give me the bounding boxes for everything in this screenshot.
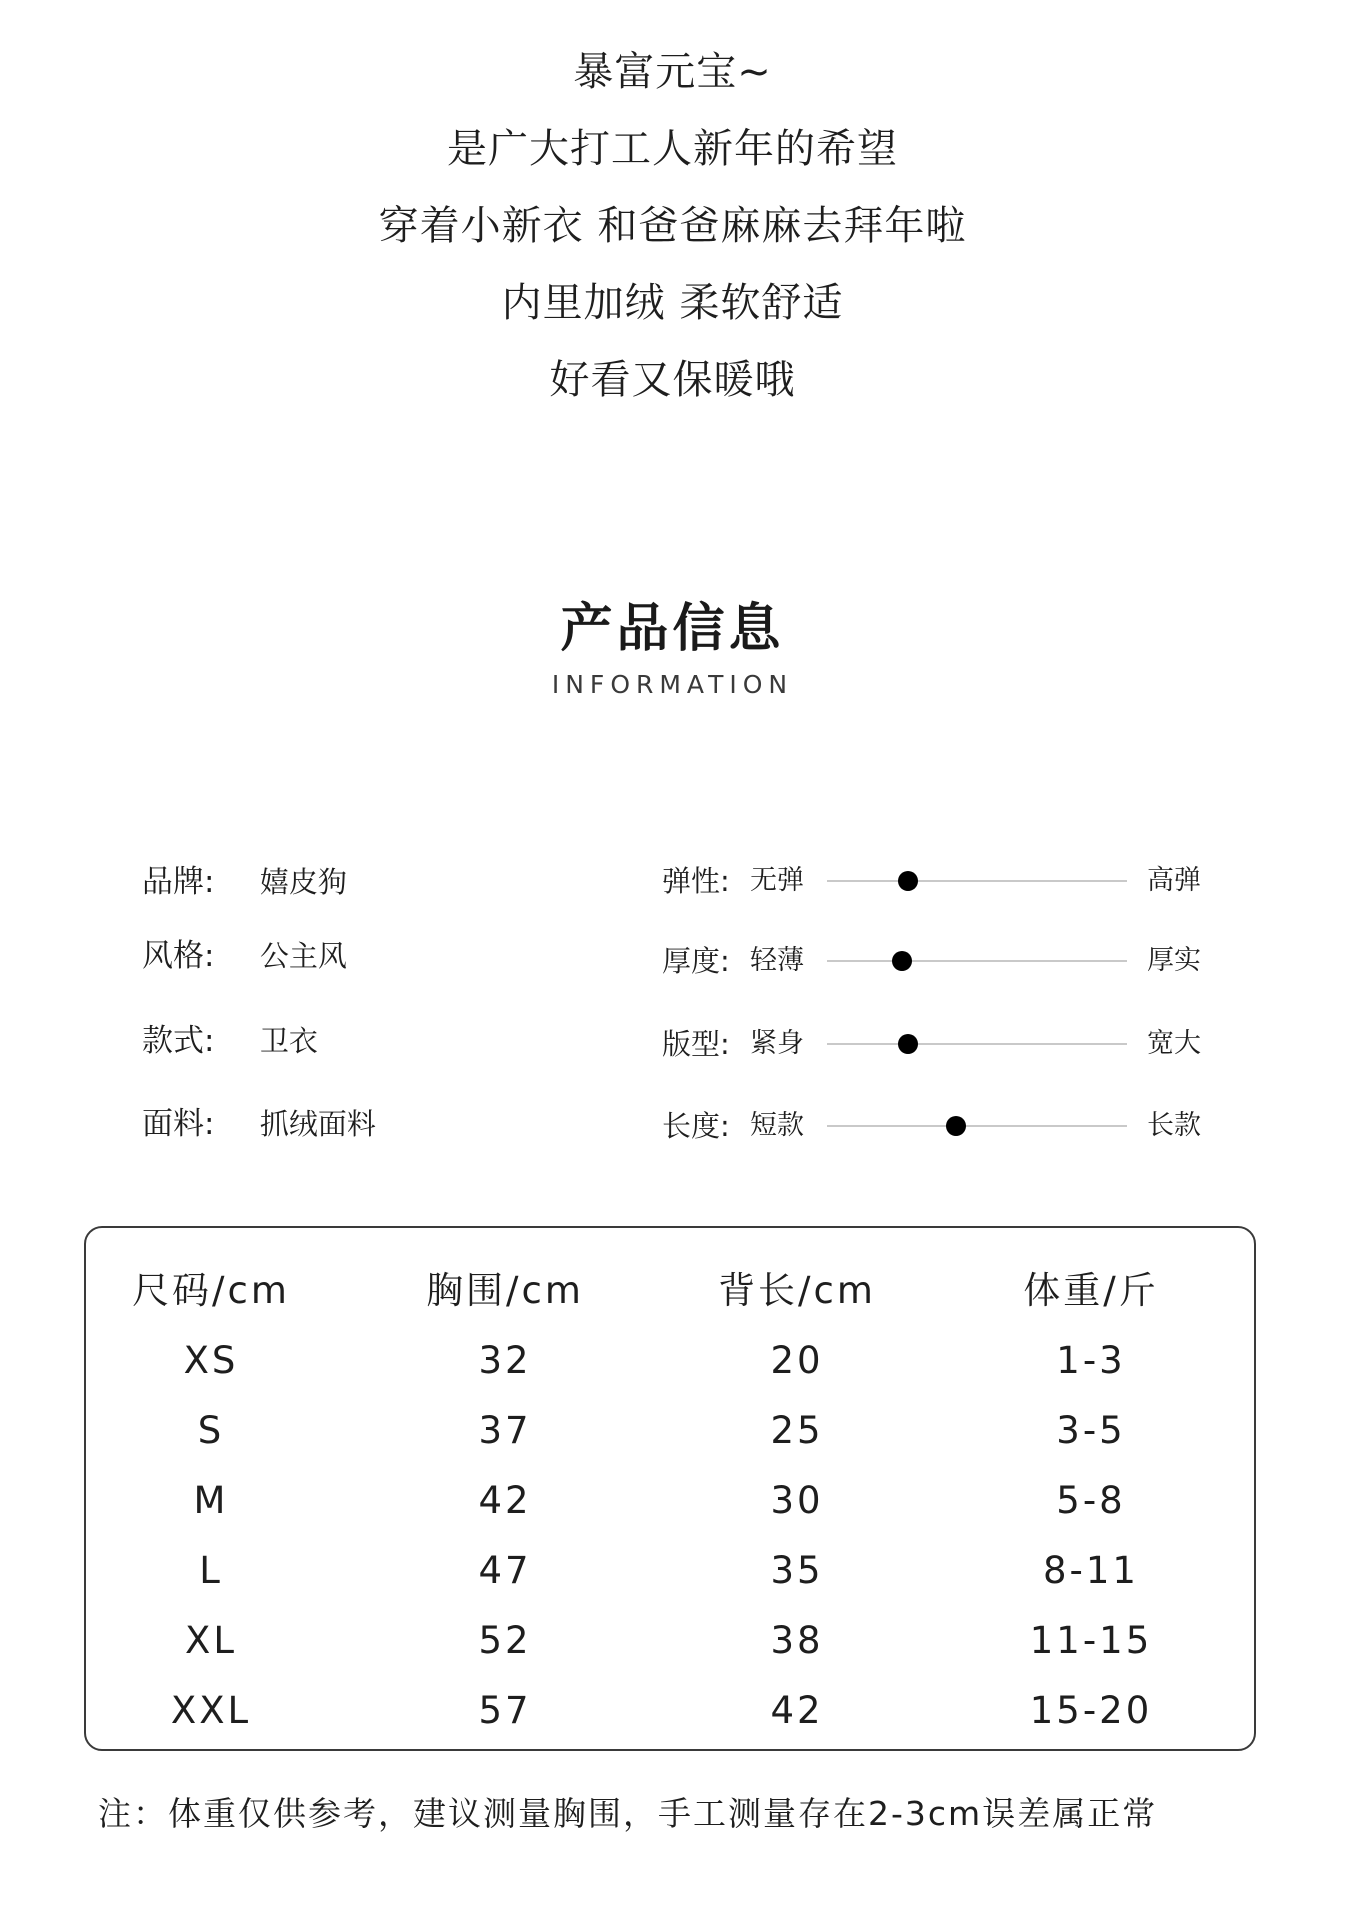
scale-label: 长度: <box>662 1109 730 1143</box>
attribute-label: 风格: <box>142 938 215 974</box>
table-cell: XL <box>185 1619 237 1662</box>
table-cell: 42 <box>770 1689 824 1732</box>
table-cell: 8-11 <box>1043 1549 1139 1592</box>
table-cell: XS <box>183 1339 239 1382</box>
table-cell: 35 <box>770 1549 824 1592</box>
table-column-weight <box>966 1256 1216 1746</box>
scale-high-label: 高弹 <box>1147 865 1201 896</box>
attribute-value: 嬉皮狗 <box>259 865 347 899</box>
table-header: 背长/cm <box>718 1269 876 1312</box>
intro-line: 内里加绒 柔软舒适 <box>501 280 844 326</box>
scale-track <box>827 1125 1127 1127</box>
table-cell: 37 <box>478 1409 532 1452</box>
scale-low-label: 无弹 <box>750 865 804 896</box>
intro-line: 穿着小新衣 和爸爸麻麻去拜年啦 <box>378 203 967 249</box>
table-cell: 1-3 <box>1056 1339 1126 1382</box>
table-cell: M <box>193 1479 229 1522</box>
intro-line: 暴富元宝~ <box>573 49 772 95</box>
table-cell: 42 <box>478 1479 532 1522</box>
intro-line: 好看又保暖哦 <box>549 357 796 403</box>
section-title: 产品信息 <box>560 599 785 659</box>
scale-high-label: 宽大 <box>1147 1028 1201 1059</box>
scale-low-label: 紧身 <box>750 1028 804 1059</box>
attribute-label: 款式: <box>142 1023 215 1059</box>
attribute-label: 品牌: <box>142 864 215 900</box>
footnote: 注：体重仅供参考，建议测量胸围，手工测量存在2-3cm误差属正常 <box>98 1794 1158 1833</box>
attribute-value: 卫衣 <box>259 1024 318 1058</box>
scale-marker <box>898 1034 918 1054</box>
section-subtitle: INFORMATION <box>551 670 794 699</box>
scale-length <box>662 1106 1207 1146</box>
scale-label: 弹性: <box>662 864 730 898</box>
table-cell: 38 <box>770 1619 824 1662</box>
scale-elasticity <box>662 861 1207 901</box>
size-table <box>84 1226 1256 1751</box>
scale-track <box>827 960 1127 962</box>
scale-marker <box>898 871 918 891</box>
table-cell: S <box>197 1409 225 1452</box>
table-header: 胸围/cm <box>426 1269 584 1312</box>
table-cell: 30 <box>770 1479 824 1522</box>
scale-low-label: 轻薄 <box>750 945 804 976</box>
table-cell: 20 <box>770 1339 824 1382</box>
table-column-chest <box>380 1256 630 1746</box>
attribute-value: 抓绒面料 <box>259 1107 376 1141</box>
table-cell: L <box>199 1549 223 1592</box>
table-cell: 57 <box>478 1689 532 1732</box>
scale-high-label: 厚实 <box>1147 945 1201 976</box>
scale-label: 厚度: <box>662 944 730 978</box>
table-cell: 15-20 <box>1029 1689 1153 1732</box>
scale-track <box>827 880 1127 882</box>
scale-low-label: 短款 <box>750 1110 804 1141</box>
scale-high-label: 长款 <box>1147 1110 1201 1141</box>
attribute-brand <box>142 862 347 902</box>
attribute-value: 公主风 <box>259 939 347 973</box>
section-heading <box>0 596 1345 700</box>
table-cell: 52 <box>478 1619 532 1662</box>
scale-fit <box>662 1024 1207 1064</box>
table-column-size <box>86 1256 336 1746</box>
attribute-label: 面料: <box>142 1106 215 1142</box>
scale-track <box>827 1043 1127 1045</box>
table-cell: 11-15 <box>1029 1619 1153 1662</box>
scale-marker <box>946 1116 966 1136</box>
attribute-fabric <box>142 1104 376 1144</box>
attribute-style <box>142 936 347 976</box>
table-cell: 3-5 <box>1056 1409 1126 1452</box>
scale-thickness <box>662 941 1207 981</box>
table-column-back-length <box>672 1256 922 1746</box>
table-cell: 25 <box>770 1409 824 1452</box>
table-cell: 47 <box>478 1549 532 1592</box>
intro-line: 是广大打工人新年的希望 <box>447 126 898 172</box>
intro-copy <box>0 34 1345 419</box>
table-cell: 5-8 <box>1056 1479 1126 1522</box>
scale-marker <box>892 951 912 971</box>
scale-label: 版型: <box>662 1027 730 1061</box>
table-header: 尺码/cm <box>132 1269 290 1312</box>
table-header: 体重/斤 <box>1023 1269 1159 1312</box>
attribute-type <box>142 1021 318 1061</box>
table-cell: XXL <box>170 1689 252 1732</box>
table-cell: 32 <box>478 1339 532 1382</box>
